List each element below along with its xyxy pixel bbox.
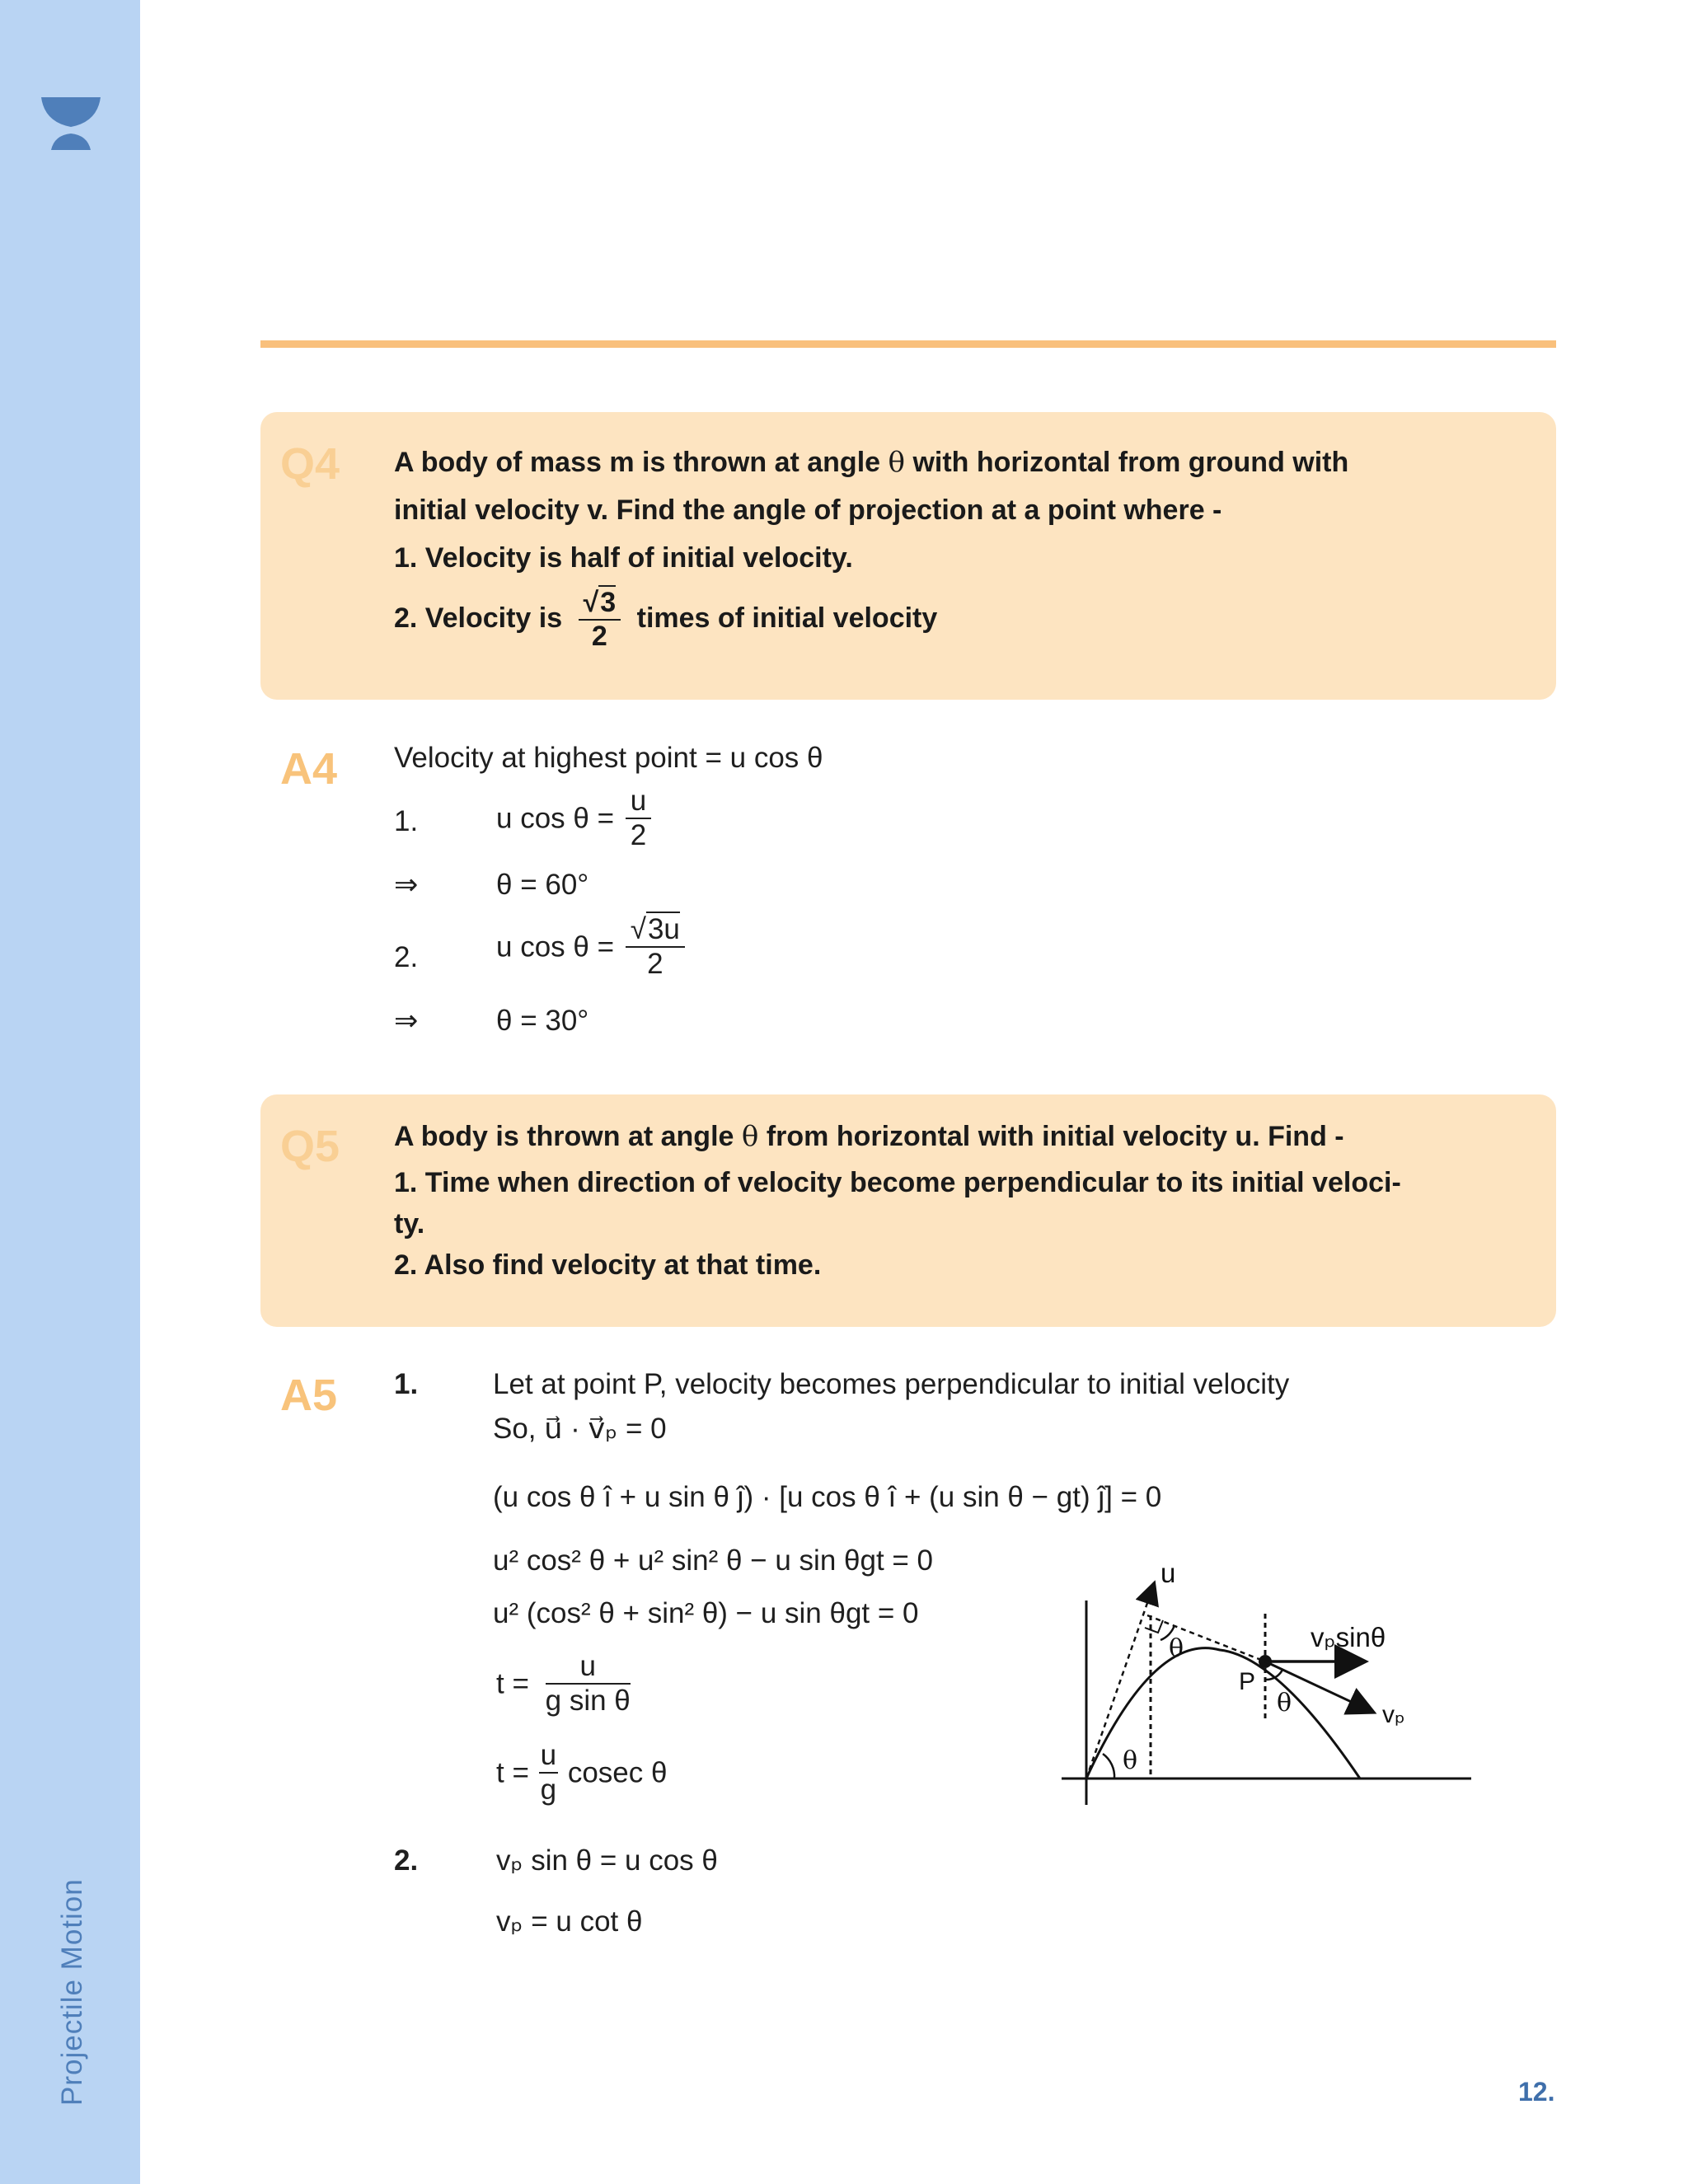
q4-line1b: with horizontal from ground with [912, 447, 1349, 478]
a4-step1-number: 1. [394, 805, 419, 837]
label-theta-top: θ [1169, 1634, 1184, 1663]
q5-line3: ty. [394, 1208, 425, 1240]
a4-step1-equation [496, 785, 659, 853]
a4-result2: θ = 30° [496, 1005, 589, 1037]
q4-line1a: A body of mass m is thrown at angle [394, 447, 881, 478]
label-vp-sin: vₚsinθ [1311, 1622, 1386, 1652]
brand-logo-icon [40, 97, 102, 152]
a5-time-eq2 [496, 1739, 667, 1807]
fraction-numerator: 3 [600, 587, 617, 618]
label-u: u [1160, 1558, 1176, 1588]
a4-result1: θ = 60° [496, 869, 589, 901]
q4-line4a: 2. Velocity is [394, 602, 563, 635]
fraction-denominator: 2 [591, 621, 607, 653]
sidebar [0, 0, 140, 2184]
fraction-numerator: u [539, 1739, 558, 1774]
equation-lhs: u cos θ = [496, 930, 615, 963]
equation-lhs: t = [496, 1756, 529, 1789]
right-angle-mark [1145, 1620, 1163, 1633]
fraction-denominator: g [540, 1774, 557, 1807]
fraction-denominator: 2 [630, 819, 647, 852]
theta-symbol: θ [741, 1120, 759, 1153]
fraction-denominator: 2 [647, 948, 663, 981]
question-text [394, 438, 1348, 653]
answer-label-a5: A5 [280, 1371, 338, 1420]
a5-line2: So, u⃗ · v⃗ₚ = 0 [493, 1413, 667, 1445]
fraction-numerator: u [546, 1650, 631, 1685]
sqrt3-over-2-fraction: $\frac{√3}{2}$ [579, 587, 621, 653]
question-label: Q5 [280, 1122, 340, 1171]
fraction-numerator: u [626, 785, 651, 819]
label-theta-p: θ [1277, 1689, 1292, 1718]
q4-line3: 1. Velocity is half of initial velocity. [394, 542, 853, 574]
a4-step2-number: 2. [394, 941, 419, 973]
question-box-q4 [260, 412, 1556, 700]
q4-line4b: times of initial velocity [636, 602, 938, 635]
implies-symbol: ⇒ [394, 1005, 419, 1037]
question-text [394, 1116, 1401, 1286]
q5-line1b: from horizontal with initial velocity u. Find - [766, 1121, 1344, 1152]
implies-symbol: ⇒ [394, 869, 419, 901]
u-over-2-fraction [626, 785, 651, 853]
q5-line2: 1. Time when direction of velocity become perpendicular to its initial veloci- [394, 1167, 1401, 1198]
a5-part2-number: 2. [394, 1844, 419, 1877]
projectile-diagram [1055, 1549, 1475, 1813]
u-over-g-fraction [539, 1739, 558, 1807]
a5-line7: vₚ = u cot θ [496, 1905, 643, 1938]
answer-label-a4: A4 [280, 744, 338, 794]
question-label: Q4 [280, 439, 340, 489]
a5-line1: Let at point P, velocity becomes perpendicular to initial velocity [493, 1368, 1290, 1400]
theta-symbol: θ [888, 446, 905, 479]
a5-time-eq1 [496, 1650, 639, 1718]
a5-line5: u² (cos² θ + sin² θ) − u sin θgt = 0 [493, 1597, 919, 1629]
equation-lhs: u cos θ = [496, 802, 615, 835]
fraction-denominator: g sin θ [545, 1685, 631, 1718]
equation-lhs: t = [496, 1667, 529, 1700]
q5-line4: 2. Also find velocity at that time. [394, 1249, 822, 1281]
sqrt3u-over-2-fraction: $\frac{√3u}{2}$ [626, 913, 685, 982]
equation-rhs: cosec θ [567, 1756, 668, 1789]
a5-line6: vₚ sin θ = u cos θ [496, 1844, 718, 1877]
label-p: P [1239, 1668, 1256, 1695]
a5-line3: (u cos θ î + u sin θ ĵ) · [u cos θ î + (u sin θ − gt) ĵ] = 0 [493, 1481, 1162, 1513]
label-vp: vₚ [1382, 1701, 1405, 1728]
page-number: 12. [1518, 2077, 1555, 2107]
a4-step2-equation [496, 913, 693, 982]
section-divider [260, 340, 1556, 348]
a5-part1-number: 1. [394, 1368, 419, 1400]
a5-line4: u² cos² θ + u² sin² θ − u sin θgt = 0 [493, 1544, 934, 1577]
time-fraction [546, 1650, 631, 1718]
q4-line2: initial velocity v. Find the angle of projection at a point where - [394, 494, 1222, 526]
q5-line1a: A body is thrown at angle [394, 1121, 734, 1152]
fraction-numerator: 3u [647, 913, 680, 945]
initial-velocity-line [1086, 1584, 1154, 1779]
angle-arc-base [1103, 1754, 1114, 1779]
question-box-q5 [260, 1094, 1556, 1327]
a4-intro: Velocity at highest point = u cos θ [394, 742, 823, 774]
sidebar-title: Projectile Motion [56, 1878, 88, 2106]
label-theta-base: θ [1123, 1746, 1138, 1775]
